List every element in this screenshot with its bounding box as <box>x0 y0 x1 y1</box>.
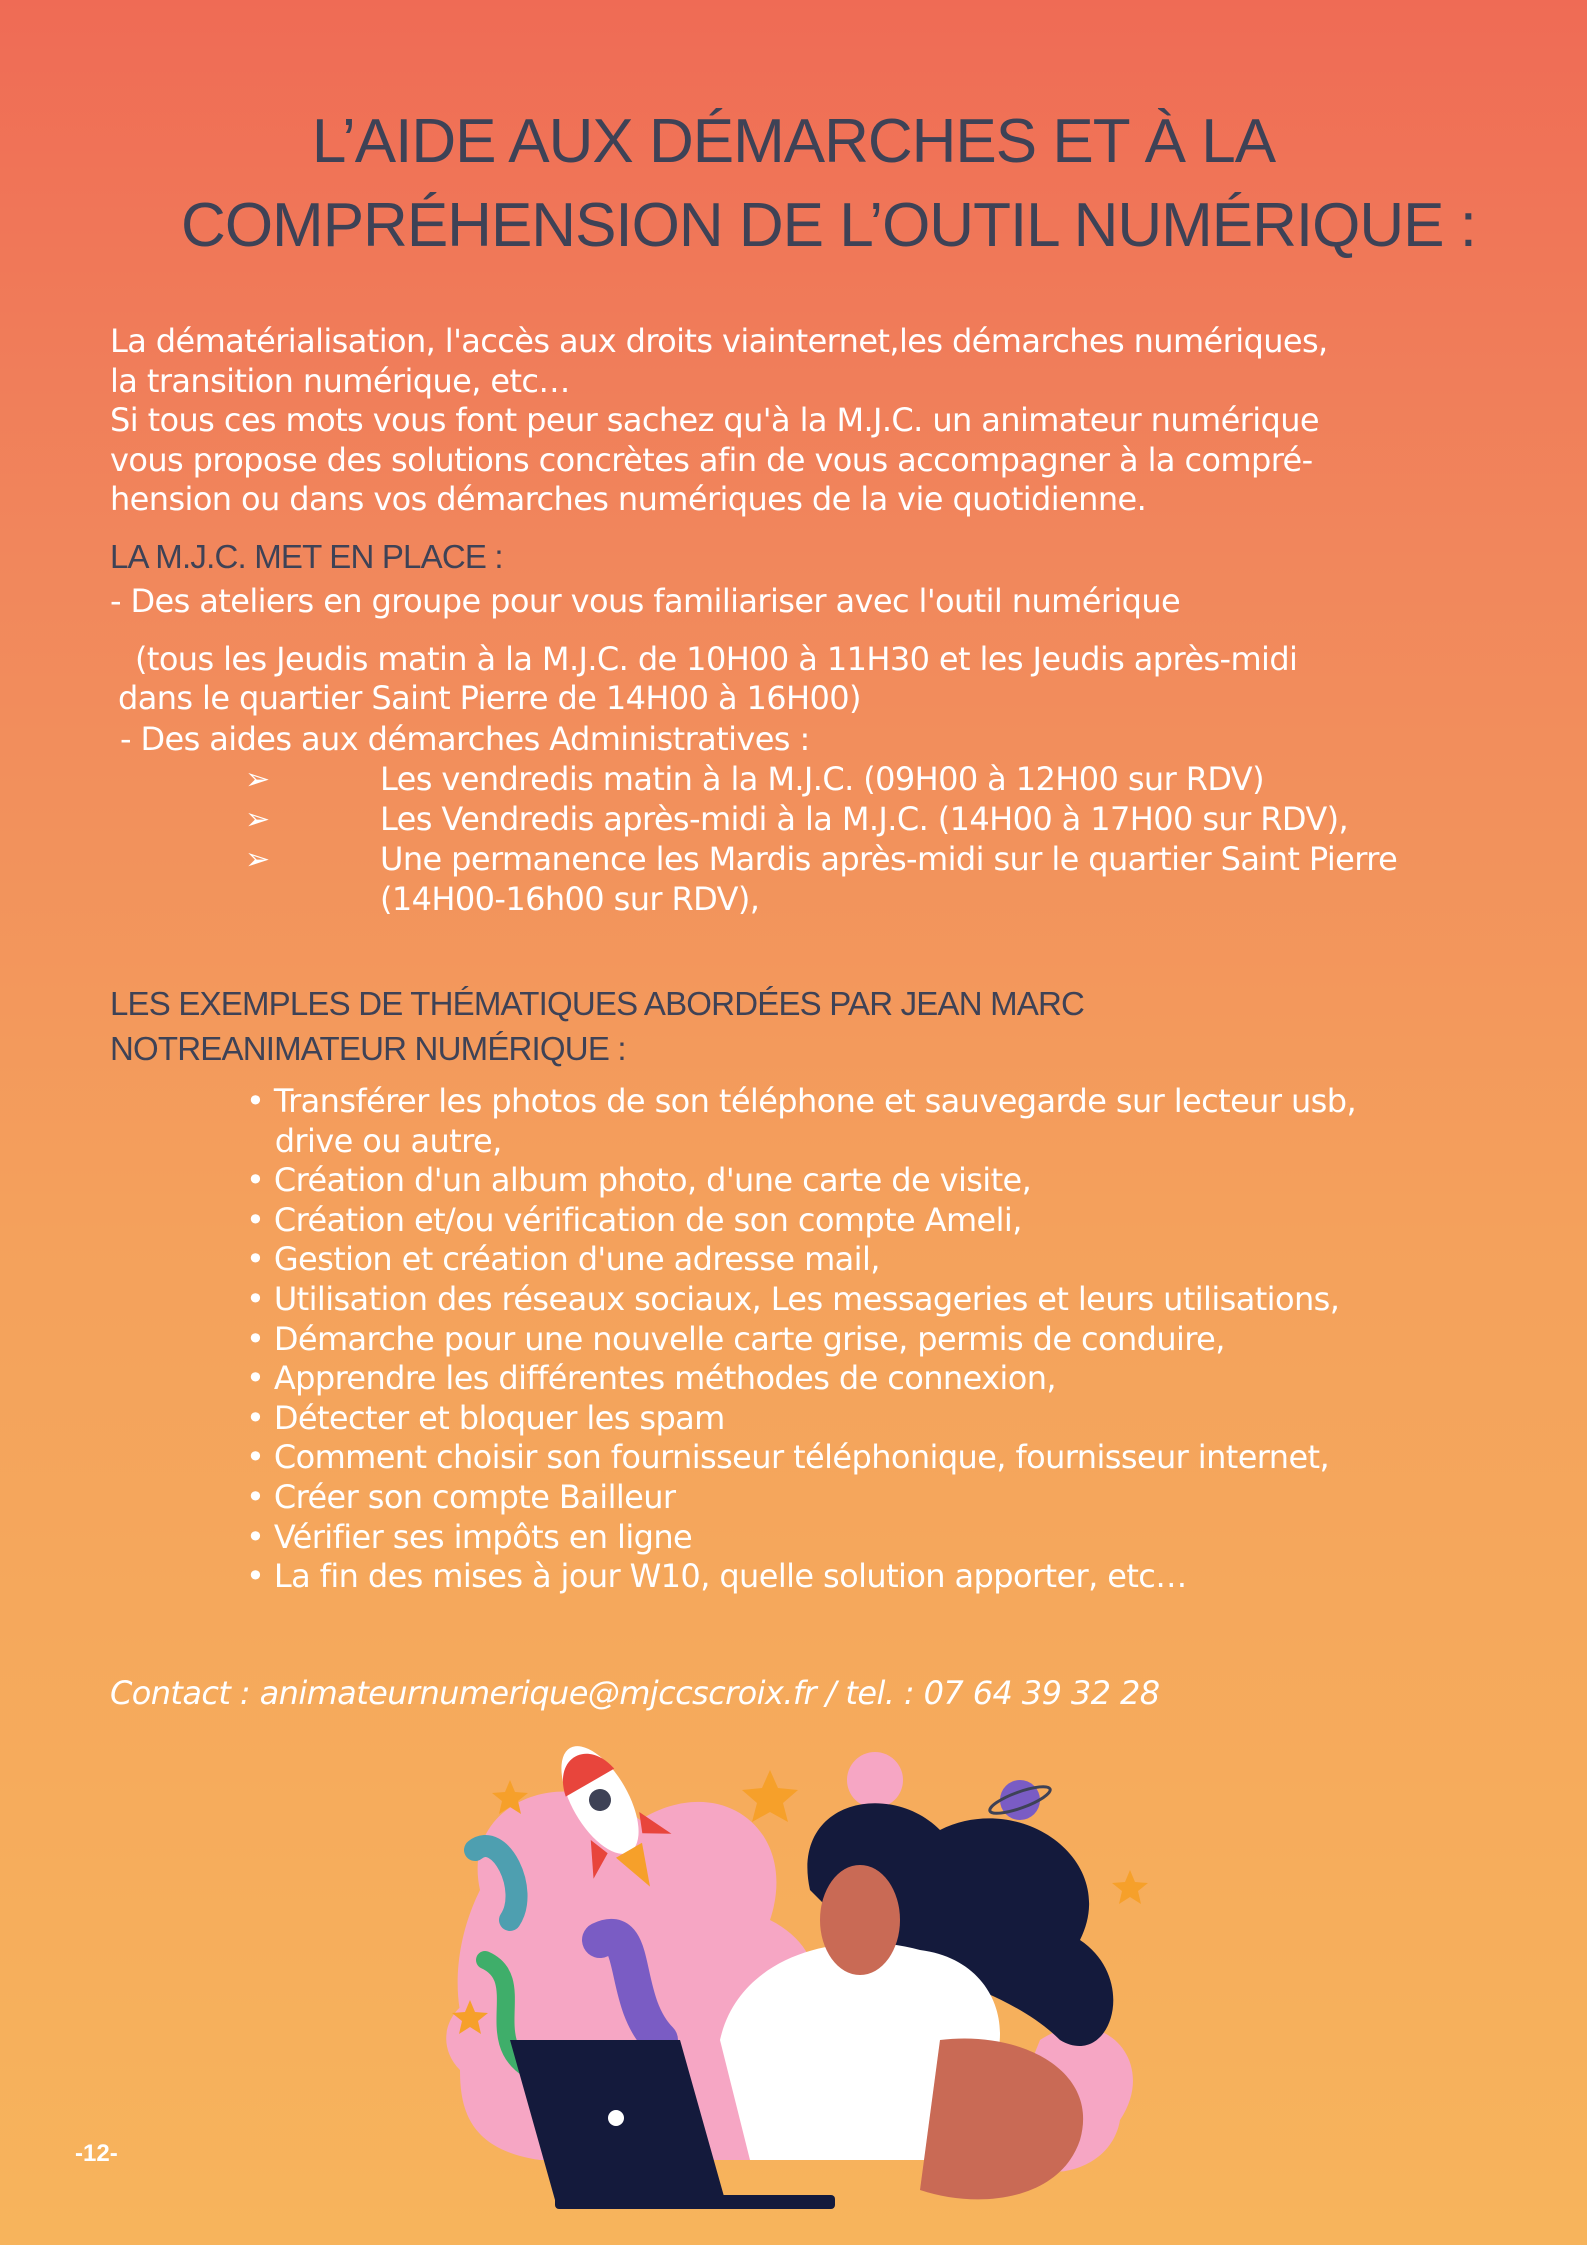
list-item: • Création et/ou vérification de son compte Ameli, <box>246 1200 1022 1239</box>
aides-item: Une permanence les Mardis après-midi sur le quartier Saint Pierre <box>380 840 1398 878</box>
arrow-bullet-icon: ➢ <box>245 842 271 877</box>
woman-laptop-illustration <box>420 1740 1180 2240</box>
ateliers-detail-line: dans le quartier Saint Pierre de 14H00 à 16H00) <box>118 679 861 717</box>
themes-heading-line-2: NOTREANIMATEUR NUMÉRIQUE : <box>110 1030 626 1067</box>
title-line-1: L’AIDE AUX DÉMARCHES ET À LA <box>311 107 1276 176</box>
ateliers-line: - Des ateliers en groupe pour vous familiariser avec l'outil numérique <box>110 582 1181 620</box>
aides-item-continuation: (14H00-16h00 sur RDV), <box>380 880 760 918</box>
intro-line: vous propose des solutions concrètes afin de vous accompagner à la compré- <box>110 440 1313 479</box>
aides-item: Les vendredis matin à la M.J.C. (09H00 à 12H00 sur RDV) <box>380 760 1264 798</box>
intro-line: Si tous ces mots vous font peur sachez qu'à la M.J.C. un animateur numérique <box>110 401 1320 439</box>
list-item: • Détecter et bloquer les spam <box>246 1398 725 1437</box>
intro-line: la transition numérique, etc… <box>110 361 570 400</box>
list-item: • Vérifier ses impôts en ligne <box>246 1517 693 1556</box>
aides-item: Les Vendredis après-midi à la M.J.C. (14H00 à 17H00 sur RDV), <box>380 800 1349 838</box>
illustration <box>420 1740 1180 2244</box>
mjc-heading: LA M.J.C. MET EN PLACE : <box>110 538 503 575</box>
intro-paragraph <box>110 322 1530 520</box>
themes-heading-line-1: LES EXEMPLES DE THÉMATIQUES ABORDÉES PAR JEAN MARC <box>110 985 1085 1022</box>
themes-list <box>246 1082 1356 1597</box>
list-item: • Comment choisir son fournisseur téléphonique, fournisseur internet, <box>246 1438 1330 1477</box>
ateliers-detail-line: (tous les Jeudis matin à la M.J.C. de 10H00 à 11H30 et les Jeudis après-midi <box>135 640 1298 678</box>
list-item: • Création d'un album photo, d'une carte de visite, <box>246 1161 1032 1200</box>
list-item: • Démarche pour une nouvelle carte grise, permis de conduire, <box>246 1319 1225 1358</box>
contact-line: Contact : animateurnumerique@mjccscroix.fr / tel. : 07 64 39 32 28 <box>110 1674 1160 1712</box>
intro-line: hension ou dans vos démarches numériques de la vie quotidienne. <box>110 480 1147 518</box>
page-title <box>0 100 1587 268</box>
list-item: • La fin des mises à jour W10, quelle solution apporter, etc… <box>246 1557 1187 1596</box>
page-number: -12- <box>75 2140 118 2167</box>
list-item: drive ou autre, <box>246 1121 502 1160</box>
list-item: • Apprendre les différentes méthodes de connexion, <box>246 1359 1056 1398</box>
title-line-2: COMPRÉHENSION DE L’OUTIL NUMÉRIQUE : <box>181 191 1476 260</box>
list-item: • Transférer les photos de son téléphone et sauvegarde sur lecteur usb, <box>246 1082 1357 1120</box>
list-item: • Créer son compte Bailleur <box>246 1477 676 1516</box>
arrow-bullet-icon: ➢ <box>245 802 271 837</box>
list-item: • Utilisation des réseaux sociaux, Les messageries et leurs utilisations, <box>246 1279 1340 1318</box>
arrow-bullet-icon: ➢ <box>245 762 271 797</box>
aides-line: - Des aides aux démarches Administratives : <box>120 720 810 758</box>
list-item: • Gestion et création d'une adresse mail, <box>246 1240 880 1279</box>
intro-line: La dématérialisation, l'accès aux droits viainternet,les démarches numériques, <box>110 322 1328 360</box>
